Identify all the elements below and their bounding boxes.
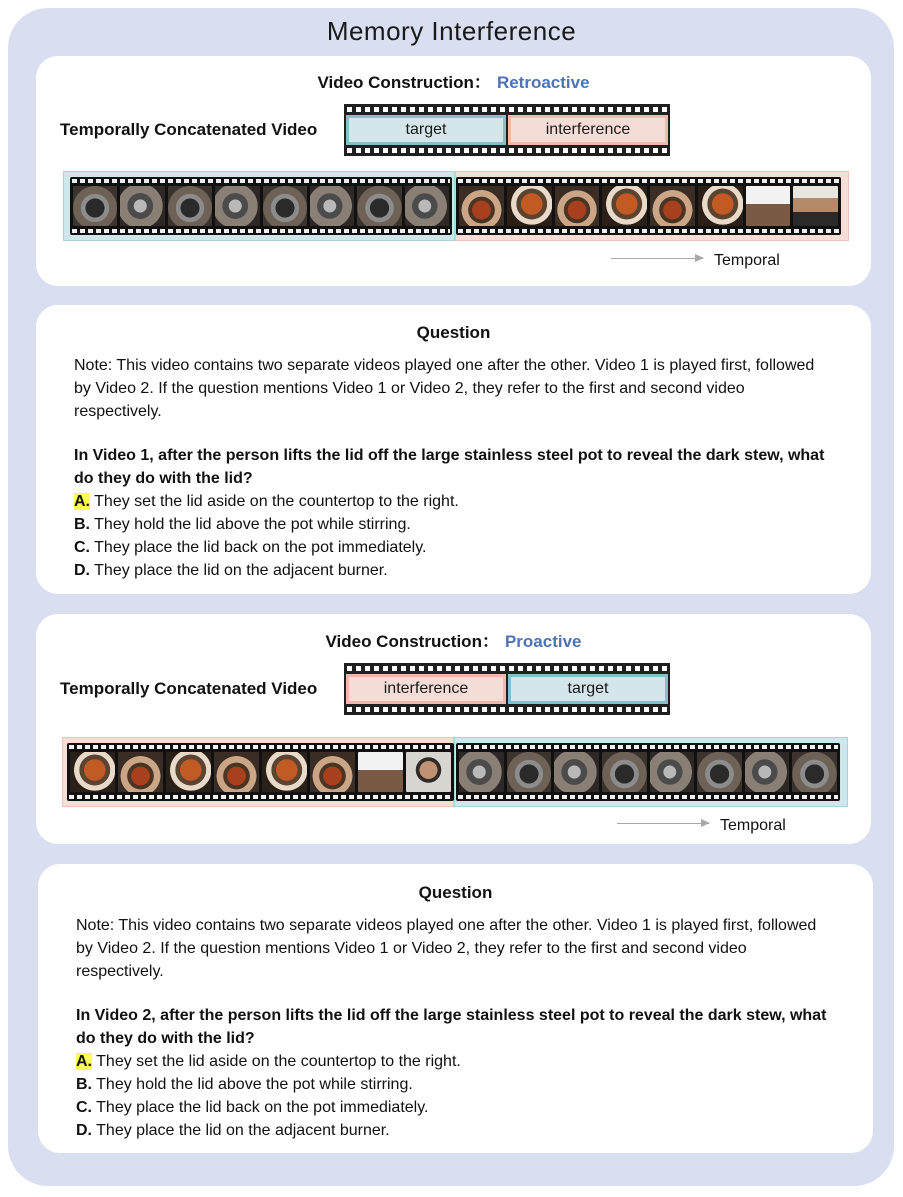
legend-segment-target: target <box>508 674 668 704</box>
film-strip-target <box>70 177 452 235</box>
question-note: Note: This video contains two separate videos played one after the other. Video 1 is played first, followed by Video 2. If the question mentions Video 1 or Video 2, they refer to the first and second video respectively. <box>76 917 817 980</box>
video-frame <box>697 752 742 792</box>
video-frame <box>650 186 695 226</box>
video-frame <box>793 186 838 226</box>
option-letter: B. <box>76 1076 92 1093</box>
video-frame <box>263 186 307 226</box>
option-text: They hold the lid above the pot while stirring. <box>92 1076 413 1093</box>
video-frame <box>357 186 401 226</box>
video-frame <box>358 752 403 792</box>
question-body <box>74 354 831 582</box>
option-text: They place the lid on the adjacent burner. <box>92 1122 390 1139</box>
option-d <box>74 559 831 582</box>
concat-label: Temporally Concatenated Video <box>60 120 318 139</box>
temporal-arrow <box>611 258 703 259</box>
video-frame <box>405 186 449 226</box>
video-frame <box>70 752 115 792</box>
video-frame <box>459 186 504 226</box>
legend-segment-target: target <box>346 115 506 145</box>
video-frame <box>650 752 695 792</box>
question-card-1 <box>36 305 871 594</box>
option-letter: D. <box>76 1122 92 1139</box>
option-text: They place the lid back on the pot immediately. <box>92 1099 429 1116</box>
video-frame <box>507 186 552 226</box>
construction-heading <box>36 68 871 93</box>
option-d <box>76 1119 833 1142</box>
film-perforation <box>458 795 838 799</box>
video-frame <box>166 752 211 792</box>
question-text: In Video 2, after the person lifts the lid off the large stainless steel pot to reveal the dark stew, what do they do with the lid? <box>76 1007 827 1047</box>
film-strip-interference <box>456 177 841 235</box>
question-note: Note: This video contains two separate videos played one after the other. Video 1 is played first, followed by Video 2. If the question mentions Video 1 or Video 2, they refer to the first and second video respectively. <box>74 357 815 420</box>
construction-type: Retroactive <box>496 73 590 92</box>
video-frame <box>168 186 212 226</box>
legend-filmstrip <box>344 663 670 715</box>
page-title: Memory Interference <box>326 16 577 46</box>
option-b <box>76 1073 833 1096</box>
construction-heading <box>36 627 871 652</box>
video-frame <box>215 186 259 226</box>
video-frame <box>310 186 354 226</box>
video-frame <box>602 752 647 792</box>
construction-label: Video Construction： <box>325 632 499 651</box>
option-a <box>76 1050 833 1073</box>
question-text: In Video 1, after the person lifts the lid off the large stainless steel pot to reveal the dark stew, what do they do with the lid? <box>74 447 825 487</box>
video-frame <box>406 752 451 792</box>
film-perforation <box>347 148 667 153</box>
question-heading: Question <box>418 883 493 902</box>
option-letter: C. <box>74 539 90 556</box>
legend-segment-interference: interference <box>346 674 506 704</box>
construction-label: Video Construction： <box>317 73 491 92</box>
question-body <box>76 914 833 1142</box>
video-frame <box>118 752 163 792</box>
video-frame <box>698 186 743 226</box>
legend-segment-interference: interference <box>508 115 668 145</box>
option-letter: B. <box>74 516 90 533</box>
film-perforation <box>69 795 452 799</box>
video-frame <box>459 752 504 792</box>
option-text: They place the lid on the adjacent burner. <box>90 562 388 579</box>
concat-label: Temporally Concatenated Video <box>60 679 318 698</box>
film-perforation <box>347 666 667 671</box>
video-frame <box>555 186 600 226</box>
concatenated-filmstrip <box>62 737 848 807</box>
video-frame <box>746 186 791 226</box>
video-frame <box>120 186 164 226</box>
option-c <box>74 536 831 559</box>
film-perforation <box>347 107 667 112</box>
construction-type: Proactive <box>504 632 582 651</box>
option-letter-answer: A. <box>74 493 90 510</box>
concatenated-filmstrip <box>63 171 849 241</box>
option-a <box>74 490 831 513</box>
film-perforation <box>347 707 667 712</box>
option-letter: D. <box>74 562 90 579</box>
temporal-label: Temporal <box>720 817 786 834</box>
film-perforation <box>458 179 839 183</box>
option-text: They place the lid back on the pot immediately. <box>90 539 427 556</box>
film-strip-interference <box>67 743 454 801</box>
film-perforation <box>458 745 838 749</box>
option-letter: C. <box>76 1099 92 1116</box>
video-frame <box>310 752 355 792</box>
question-card-2 <box>38 864 873 1153</box>
legend-filmstrip <box>344 104 670 156</box>
video-frame <box>745 752 790 792</box>
construction-card-proactive <box>36 614 871 844</box>
option-b <box>74 513 831 536</box>
film-perforation <box>72 229 450 233</box>
option-text: They set the lid aside on the countertop to the right. <box>92 1053 461 1070</box>
video-frame <box>602 186 647 226</box>
temporal-arrow <box>617 823 709 824</box>
construction-card-retroactive <box>36 56 871 286</box>
film-perforation <box>458 229 839 233</box>
option-letter-answer: A. <box>76 1053 92 1070</box>
video-frame <box>792 752 837 792</box>
option-c <box>76 1096 833 1119</box>
video-frame <box>214 752 259 792</box>
option-text: They set the lid aside on the countertop to the right. <box>90 493 459 510</box>
option-text: They hold the lid above the pot while stirring. <box>90 516 411 533</box>
video-frame <box>554 752 599 792</box>
video-frame <box>507 752 552 792</box>
video-frame <box>262 752 307 792</box>
film-perforation <box>69 745 452 749</box>
film-strip-target <box>456 743 840 801</box>
film-perforation <box>72 179 450 183</box>
question-heading: Question <box>416 323 491 342</box>
video-frame <box>73 186 117 226</box>
temporal-label: Temporal <box>714 252 780 269</box>
